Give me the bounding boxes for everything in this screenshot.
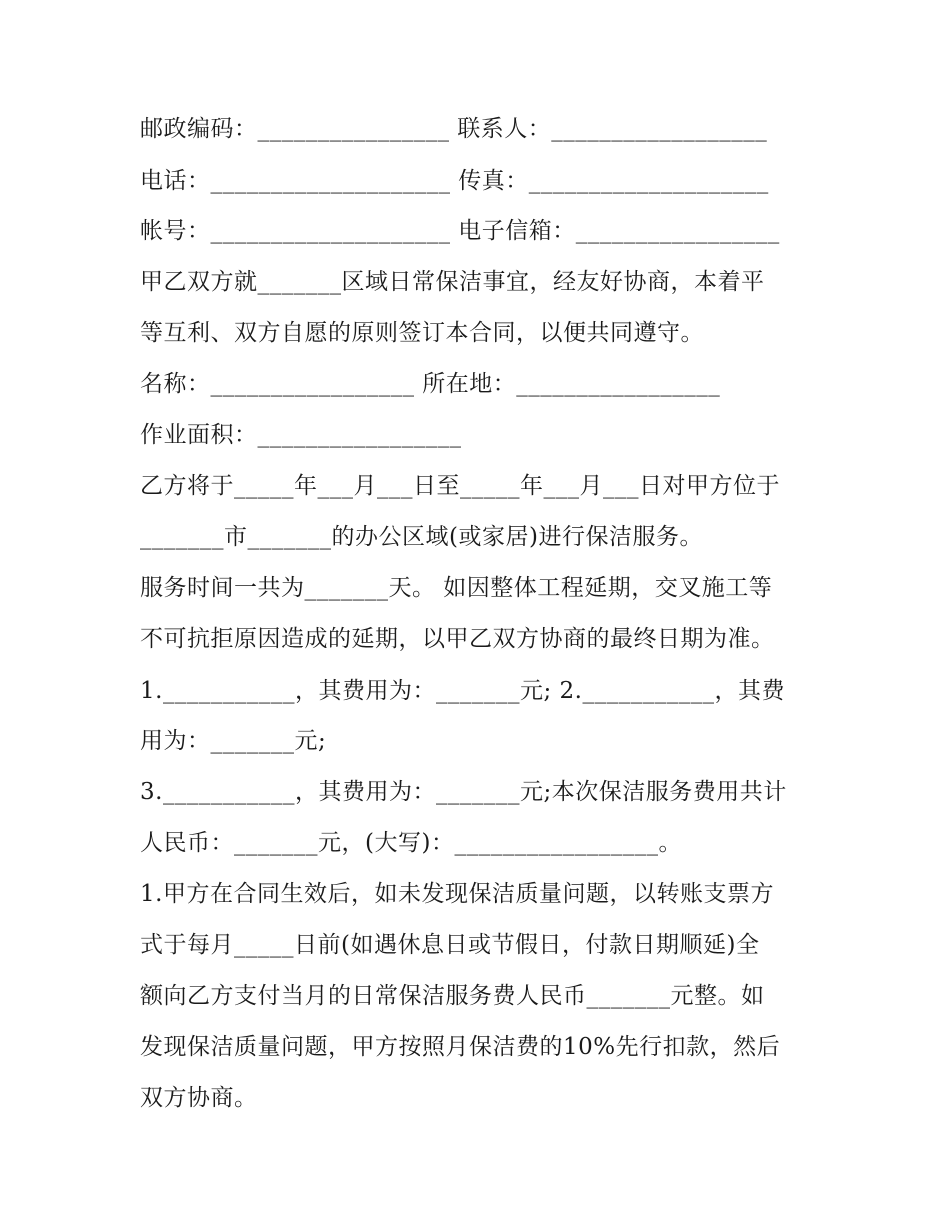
service-duration-line-2: 不可抗拒原因造成的延期，以甲乙双方协商的最终日期为准。 bbox=[140, 626, 775, 652]
payment-clause-line-5: 双方协商。 bbox=[140, 1085, 258, 1111]
payment-clause-line-4: 发现保洁质量问题，甲方按照月保洁费的10%先行扣款，然后 bbox=[140, 1034, 781, 1060]
name-location-line: 名称：_________________ 所在地：_________________ bbox=[140, 371, 721, 397]
service-period-line-1: 乙方将于_____年___月___日至_____年___月___日对甲方位于 bbox=[140, 473, 780, 499]
service-period-line-2: _______市_______的办公区域(或家居)进行保洁服务。 bbox=[140, 524, 703, 550]
fee-items-line-1: 1.___________，其费用为：_______元; 2.___________，其费 bbox=[140, 678, 785, 704]
service-duration-line-1: 服务时间一共为_______天。 如因整体工程延期，交叉施工等 bbox=[140, 575, 773, 601]
agreement-intro-line-2: 等互利、双方自愿的原则签订本合同，以便共同遵守。 bbox=[140, 320, 704, 346]
payment-clause-line-3: 额向乙方支付当月的日常保洁服务费人民币_______元整。如 bbox=[140, 983, 765, 1009]
payment-clause-line-2: 式于每月_____日前(如遇休息日或节假日，付款日期顺延)全 bbox=[140, 932, 760, 958]
fee-total-line: 人民币：_______元，(大写)：_________________。 bbox=[140, 830, 682, 856]
work-area-line: 作业面积：_________________ bbox=[140, 422, 462, 448]
fee-items-line-3: 3.___________，其费用为：_______元;本次保洁服务费用共计 bbox=[140, 779, 787, 805]
account-email-line: 帐号：____________________ 电子信箱：_________________ bbox=[140, 218, 780, 244]
payment-clause-line-1: 1.甲方在合同生效后，如未发现保洁质量问题，以转账支票方 bbox=[140, 881, 774, 907]
postal-contact-line: 邮政编码：________________ 联系人：__________________ bbox=[140, 116, 768, 142]
agreement-intro-line-1: 甲乙双方就_______区域日常保洁事宜，经友好协商，本着平 bbox=[140, 269, 765, 295]
phone-fax-line: 电话：____________________ 传真：____________________ bbox=[140, 168, 769, 194]
fee-items-line-2: 用为：_______元; bbox=[140, 728, 327, 754]
